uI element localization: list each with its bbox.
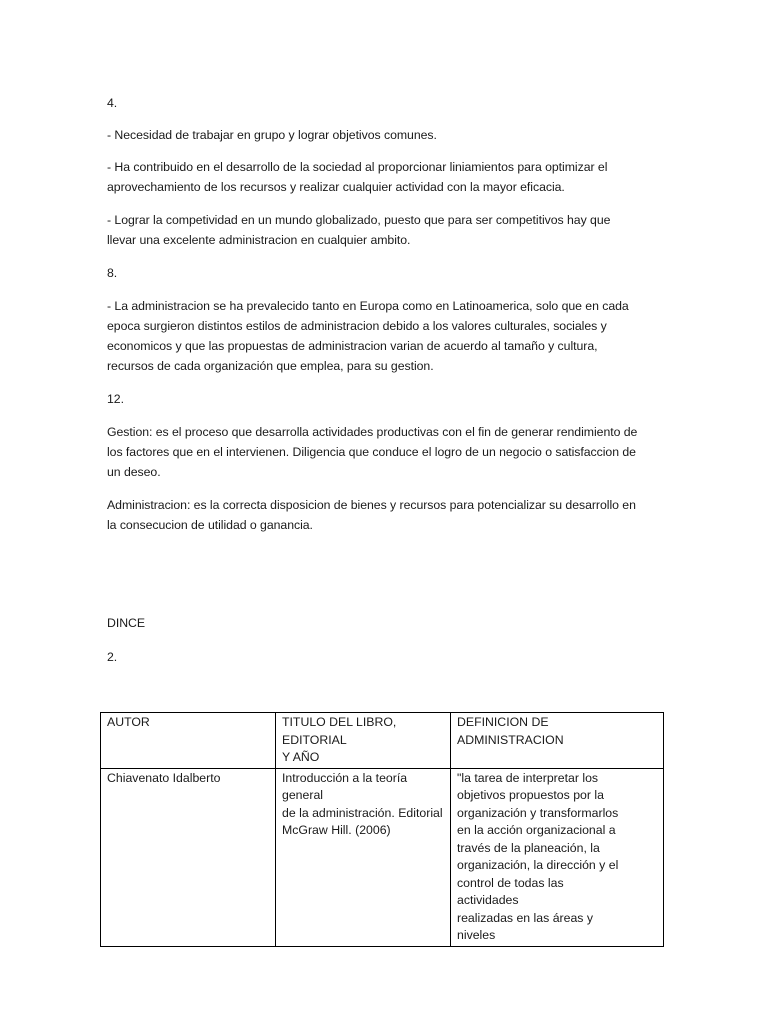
paragraph-text: Administracion: es la correcta disposicion de bienes y recursos para potencializar su desarrollo en la consecucion de utilidad o ganancia. — [107, 498, 636, 532]
paragraph-text: 2. — [107, 650, 118, 664]
paragraph-block — [107, 647, 662, 667]
paragraph-block — [107, 422, 662, 482]
paragraph-block — [107, 263, 662, 283]
table-cell: Chiavenato Idalberto — [101, 768, 276, 946]
table-cell: "la tarea de interpretar los objetivos propuestos por la organización y transformarlos en la acción organizacional a través de la planeación, la organización, la dirección y el control de todas las actividades realizadas en las áreas y niveles — [451, 768, 664, 946]
paragraph-text: 8. — [107, 266, 118, 280]
paragraph-block — [107, 495, 662, 535]
paragraph-block — [107, 157, 662, 197]
table-header-row — [101, 713, 664, 769]
paragraph-block — [107, 125, 662, 145]
column-header: AUTOR — [101, 713, 276, 769]
paragraph-text: - Lograr la competividad en un mundo globalizado, puesto que para ser competitivos hay que llevar una excelente administracion en cualquier ambito. — [107, 213, 611, 247]
paragraph-block — [107, 210, 662, 250]
paragraph-block — [107, 296, 662, 376]
paragraph-text: 12. — [107, 392, 124, 406]
column-header: TITULO DEL LIBRO, EDITORIAL Y AÑO — [276, 713, 451, 769]
table-row — [101, 768, 664, 946]
column-header: DEFINICION DE ADMINISTRACION — [451, 713, 664, 769]
paragraph-text: - Necesidad de trabajar en grupo y lograr objetivos comunes. — [107, 128, 437, 142]
authors-table — [100, 712, 664, 947]
paragraph-text: - La administracion se ha prevalecido tanto en Europa como en Latinoamerica, solo que en cada epoca surgieron distintos estilos de administracion debido a los valores culturales, sociales y economicos y que las propuestas de administracion varian de acuerdo al tamaño y cultura, recursos de cada organización que emplea, para su gestion. — [107, 299, 629, 373]
paragraph-block — [107, 389, 662, 409]
paragraph-text: DINCE — [107, 616, 146, 630]
paragraph-block — [107, 93, 662, 113]
paragraph-text: Gestion: es el proceso que desarrolla actividades productivas con el fin de generar rendimiento de los factores que en el intervienen. Diligencia que conduce el logro de un negocio o satisfaccion de un deseo. — [107, 425, 638, 479]
paragraph-text: - Ha contribuido en el desarrollo de la sociedad al proporcionar liniamientos para optimizar el aprovechamiento de los recursos y realizar cualquier actividad con la mayor eficacia. — [107, 160, 608, 194]
paragraph-text: 4. — [107, 96, 118, 110]
paragraph-block — [107, 613, 662, 633]
table-cell: Introducción a la teoría general de la administración. Editorial McGraw Hill. (2006) — [276, 768, 451, 946]
